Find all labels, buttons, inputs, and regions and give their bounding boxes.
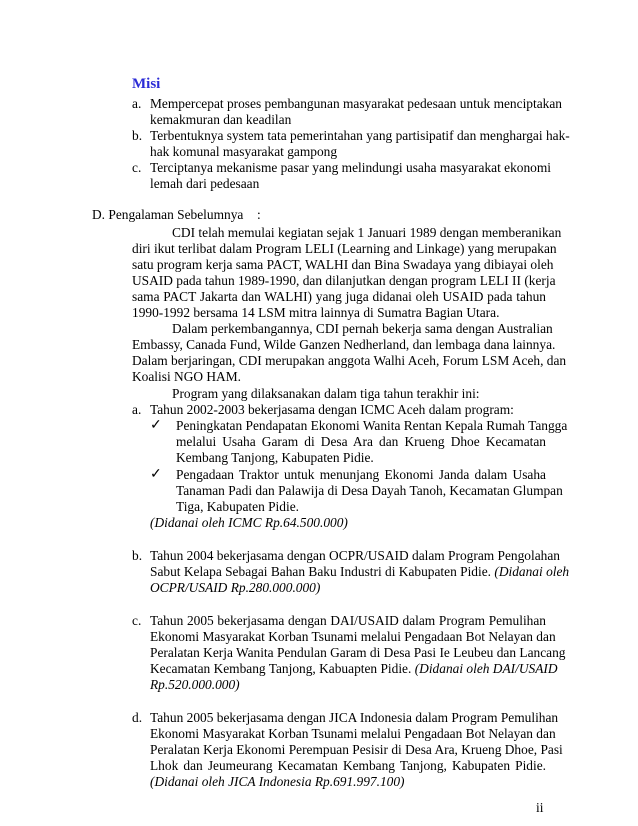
list-marker: a. [132, 402, 142, 417]
program-d-line-2: Ekonomi Masyarakat Korban Tsunami melalui Pengadaan Bot Nelayan dan [150, 726, 556, 741]
para1-line-3: satu program kerja sama PACT, WALHI dan Bina Swadaya yang dibiayai oleh [132, 257, 554, 272]
para2-line-1: Dalam perkembangannya, CDI pernah bekerja sama dengan Australian [172, 321, 553, 336]
program-c-line-3: Peralatan Kerja Wanita Pendulan Garam di Desa Pasi Ie Leubeu dan Lancang [150, 645, 566, 660]
program-c-funding-part-1: (Didanai oleh DAI/USAID [414, 661, 558, 676]
checkmark-icon: ✓ [150, 418, 162, 433]
para1-line-1: CDI telah memulai kegiatan sejak 1 Januari 1989 dengan memberanikan [172, 225, 562, 240]
program-b-line-2 [150, 564, 570, 580]
misi-item-b-line-1: Terbentuknya system tata pemerintahan yang partisipatif dan menghargai hak- [150, 128, 570, 143]
program-a-sub2-line-1: Pengadaan Traktor untuk menunjang Ekonomi Janda dalam Usaha [176, 467, 546, 482]
para2-line-4: Koalisi NGO HAM. [132, 369, 241, 384]
program-a-sub1-line-2: melalui Usaha Garam di Desa Ara dan Krueng Dhoe Kecamatan [176, 434, 546, 449]
misi-item-c-line-2: lemah dari pedesaan [150, 176, 260, 191]
program-b-funding-part-2: OCPR/USAID Rp.280.000.000) [150, 580, 321, 595]
program-d-funding: (Didanai oleh JICA Indonesia Rp.691.997.100) [150, 774, 405, 789]
misi-item-c-line-1: Terciptanya mekanisme pasar yang melindungi usaha masyarakat ekonomi [150, 160, 552, 175]
program-c-line-2: Ekonomi Masyarakat Korban Tsunami melalui Pengadaan Bot Nelayan dan [150, 629, 556, 644]
program-a-sub1-line-1: Peningkatan Pendapatan Ekonomi Wanita Rentan Kepala Rumah Tangga [176, 418, 568, 433]
para2-line-3: Dalam berjaringan, CDI merupakan anggota Walhi Aceh, Forum LSM Aceh, dan [132, 353, 567, 368]
checkmark-icon: ✓ [150, 467, 162, 482]
list-marker: b. [132, 128, 143, 143]
program-c-funding-part-2: Rp.520.000.000) [150, 677, 240, 692]
program-a-sub2-line-3: Tiga, Kabupaten Pidie. [176, 499, 299, 514]
para1-line-6: 1990-1992 bersama 14 LSM mitra lainnya di Sumatra Bagian Utara. [132, 305, 500, 320]
program-a-funding: (Didanai oleh ICMC Rp.64.500.000) [150, 515, 348, 530]
para2-line-2: Embassy, Canada Fund, Wilde Ganzen Nedherland, dan lembaga dana lainnya. [132, 337, 556, 352]
program-a-line-1: Tahun 2002-2003 bekerjasama dengan ICMC Aceh dalam program: [150, 402, 514, 417]
para1-line-4: USAID pada tahun 1989-1990, dan dilanjutkan dengan program LELI II (kerja [132, 273, 556, 288]
list-marker: b. [132, 548, 143, 563]
program-c-line-4-text: Kecamatan Kembang Tanjong, Kabuapten Pidie. [150, 661, 412, 676]
para1-line-2: diri ikut terlibat dalam Program LELI (Learning and Linkage) yang merupakan [132, 241, 557, 256]
program-d-line-4: Lhok dan Jeumeurang Kecamatan Kembang Tanjong, Kabupaten Pidie. [150, 758, 546, 773]
section-title-misi: Misi [132, 76, 161, 92]
para1-line-5: sama PACT Jakarta dan WALHI) yang juga didanai oleh USAID pada tahun [132, 289, 546, 304]
section-heading-colon: : [257, 207, 261, 222]
page-number: ii [536, 800, 544, 815]
program-c-line-1: Tahun 2005 bekerjasama dengan DAI/USAID dalam Program Pemulihan [150, 613, 546, 628]
misi-item-a-line-1: Mempercepat proses pembangunan masyarakat pedesaan untuk menciptakan [150, 96, 562, 111]
program-c-line-4 [150, 661, 558, 677]
program-b-line-2-text: Sabut Kelapa Sebagai Bahan Baku Industri di Kabupaten Pidie. [150, 564, 492, 579]
section-heading-d: D. Pengalaman Sebelumnya [92, 207, 244, 222]
program-a-sub1-line-3: Kembang Tanjong, Kabupaten Pidie. [176, 450, 374, 465]
program-b-line-1: Tahun 2004 bekerjasama dengan OCPR/USAID dalam Program Pengolahan [150, 548, 560, 563]
program-d-line-3: Peralatan Kerja Ekonomi Perempuan Pesisir di Desa Ara, Krueng Dhoe, Pasi [150, 742, 563, 757]
program-a-sub2-line-2: Tanaman Padi dan Palawija di Desa Dayah Tanoh, Kecamatan Glumpan [176, 483, 563, 498]
list-marker: c. [132, 160, 142, 175]
para3-line-1: Program yang dilaksanakan dalam tiga tahun terakhir ini: [172, 386, 480, 401]
list-marker: c. [132, 613, 142, 628]
program-b-funding-part-1: (Didanai oleh [494, 564, 570, 579]
list-marker: a. [132, 96, 142, 111]
list-marker: d. [132, 710, 143, 725]
misi-item-a-line-2: kemakmuran dan keadilan [150, 112, 292, 127]
misi-item-b-line-2: hak komunal masyarakat gampong [150, 144, 338, 159]
program-d-line-1: Tahun 2005 bekerjasama dengan JICA Indonesia dalam Program Pemulihan [150, 710, 559, 725]
